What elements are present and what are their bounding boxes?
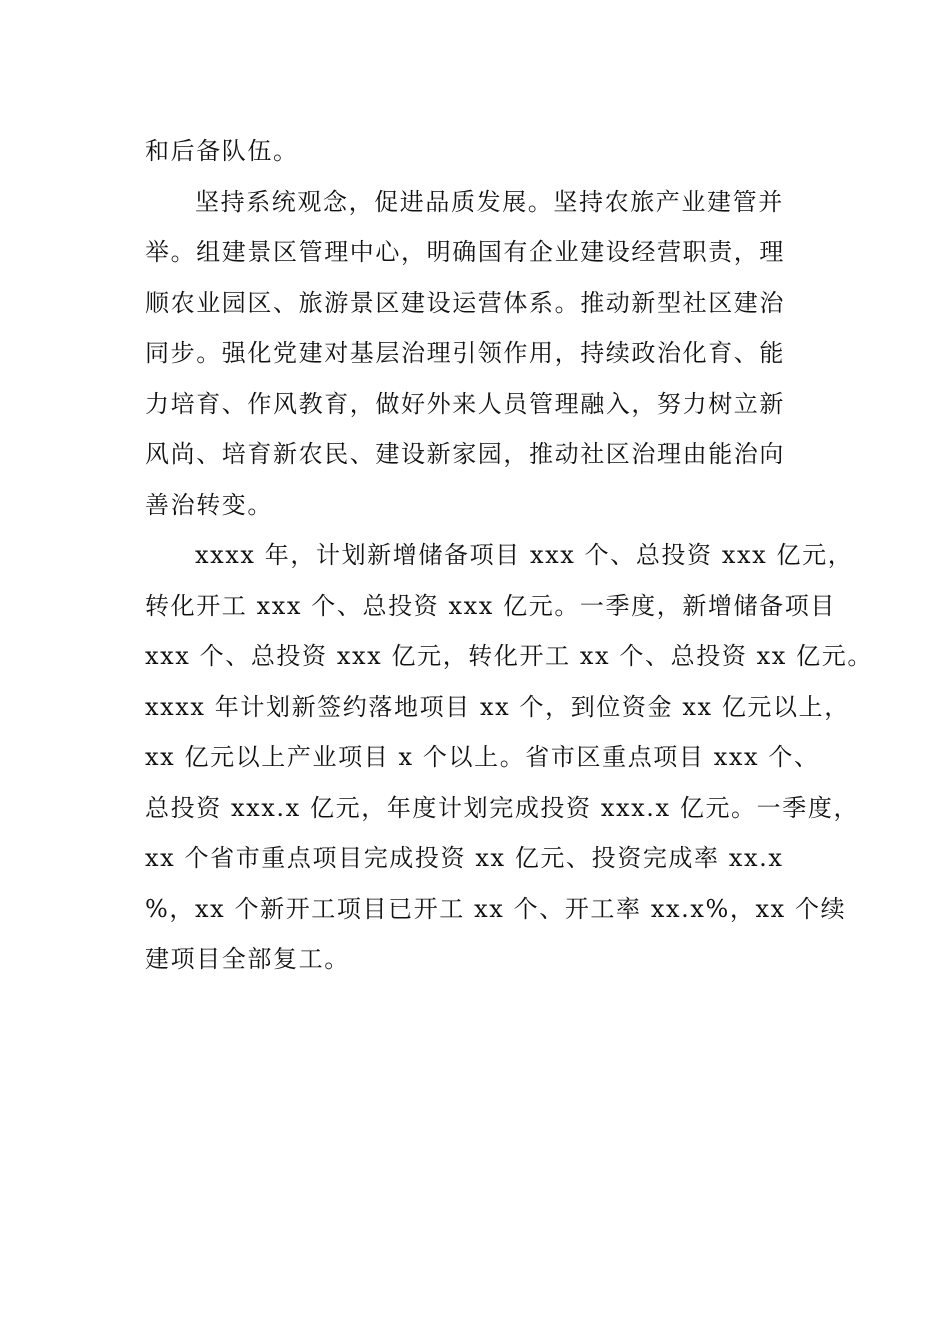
paragraph-3: [145, 530, 873, 985]
text-line: xx 亿元以上产业项目 x 个以上。省市区重点项目 xxx 个、: [145, 743, 820, 771]
text-line: xxxx 年计划新签约落地项目 xx 个，到位资金 xx 亿元以上，: [145, 692, 850, 721]
text-line: 顺农业园区、旅游景区建设运营体系。推动新型社区建治: [145, 288, 785, 317]
text-line: xx 个省市重点项目完成投资 xx 亿元、投资完成率 xx.x: [145, 844, 784, 872]
text-line: 善治转变。: [145, 490, 273, 519]
body-text: [145, 126, 873, 985]
text-line: 和后备队伍。: [145, 137, 299, 165]
paragraph-1: [145, 126, 807, 177]
text-line: xxx 个、总投资 xxx 亿元，转化开工 xx 个、总投资 xx 亿元。: [145, 642, 873, 670]
paragraph-2: [145, 177, 807, 531]
text-line: 总投资 xxx.x 亿元，年度计划完成投资 xxx.x 亿元。一季度，: [145, 793, 860, 822]
text-line: 风尚、培育新农民、建设新家园，推动社区治理由能治向: [145, 440, 785, 468]
text-line: 同步。强化党建对基层治理引领作用，持续政治化育、能: [145, 339, 785, 367]
text-line: %，xx 个新开工项目已开工 xx 个、开工率 xx.x%，xx 个续: [145, 894, 847, 923]
text-line: 建项目全部复工。: [145, 945, 350, 973]
text-line: 力培育、作风教育，做好外来人员管理融入，努力树立新: [145, 389, 785, 418]
text-line: 转化开工 xxx 个、总投资 xxx 亿元。一季度，新增储备项目: [145, 591, 836, 620]
text-line: 举。组建景区管理中心，明确国有企业建设经营职责，理: [145, 238, 785, 266]
text-line: xxxx 年，计划新增储备项目 xxx 个、总投资 xxx 亿元，: [195, 541, 854, 569]
text-line: 坚持系统观念，促进品质发展。坚持农旅产业建管并: [195, 187, 784, 216]
